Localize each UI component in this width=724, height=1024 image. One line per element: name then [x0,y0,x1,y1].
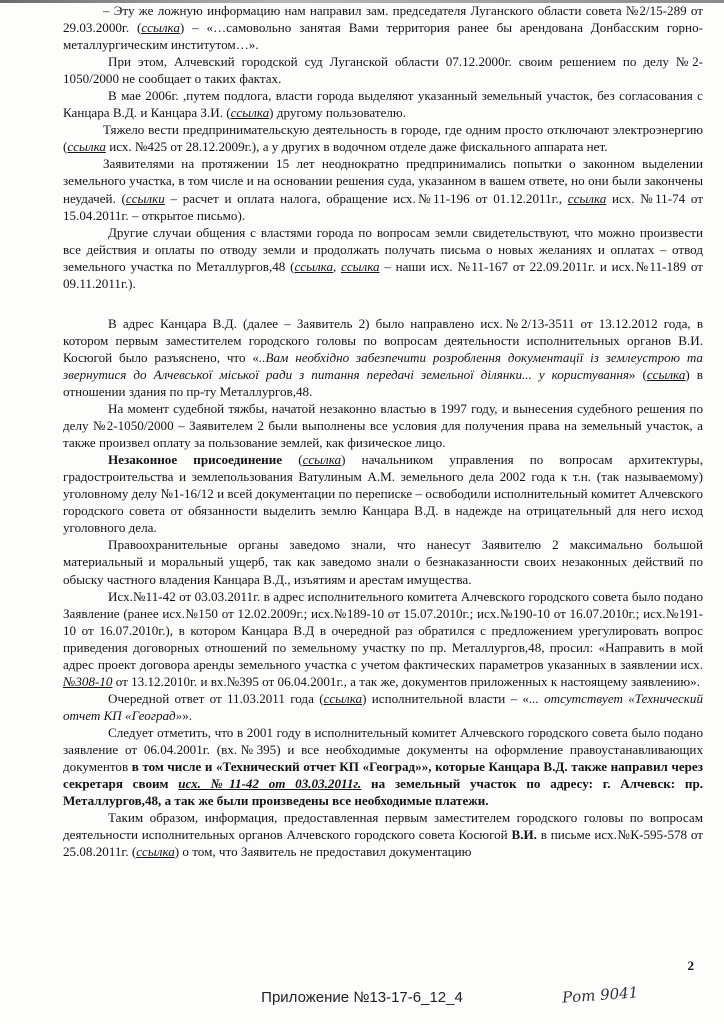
reference-link[interactable]: ссылка [567,190,607,206]
paragraph [63,87,703,121]
paragraph [63,690,703,724]
reference-link[interactable]: ссылка [230,105,270,121]
paragraph [63,121,703,155]
reference-link[interactable]: ссылка [302,452,342,468]
italic-quote: ..Вам необхідно забезпечити розроблення документації із землеустрою та звернутися до Алчевської міської ради з питання передачі земельної ділянки... у користування [63,349,703,382]
text-run: Очередной ответ от 11.03.2011 года ( [108,690,324,706]
footer-caption: Приложение №13-17-6_12_4 [261,989,463,1006]
text-run: исх. №425 от 28.12.2009г.), а у других в водочном отделе даже фискального аппарата нет. [105,139,608,155]
bold-text: Незаконное присоединение [108,452,283,468]
reference-link[interactable]: ссылки [125,190,165,206]
paragraph [63,224,703,292]
text-run: ( [282,452,303,468]
text-run: Тяжело вести предпринимательскую деятельность в городе, где одним просто отключают электроэнергию ( [63,122,703,155]
text-run: Заявителями на протяжении 15 лет неоднократно предпринимались попытки о законном выделении земельного участка, в том числе и на основании решения суда, указанном в вашем ответе, но они были закончены неудачей. ( [63,156,703,206]
reference-link[interactable]: №308-10 [63,673,113,689]
text-run: исх. №11-74 от 15.04.2011г. – открытое письмо). [63,190,703,223]
text-run: Таким образом, информация, предоставленная первым заместителем городского головы по вопросам деятельности исполнительных органов Алчевского городского совета Косюгой [63,810,703,843]
reference-link[interactable]: ссылка [323,690,363,706]
text-run: В адрес Канцара В.Д. (далее – Заявитель 2) было направлено исх.№2/13-3511 от 13.12.2012 года, в котором первым заместителем городского головы по вопросам деятельности исполнительных органов В.И. Косюгой было разъяснено, что « [63,315,703,365]
text-run: ) начальником управления по вопросам архитектуры, градостроительства и землепользования Ватулиным А.М. земельного дела 2002 года к т.н. (так называемому) уголовному делу №1-16/12 и всей документации по переписке – освободили исполнительный комитет Алчевского городского совета от обязанности выделить землю Канцара В.Д. в надежде на отрицательный для него исход уголовного дела. [63,452,703,536]
paragraph [63,588,703,690]
text-run: ) другому пользователю. [269,105,406,121]
reference-link[interactable]: ссылка [341,258,380,274]
italic-quote: ... отсутствует «Технический отчет КП «Геоград» [63,690,704,723]
document-body [63,2,703,860]
reference-link[interactable]: ссылка [67,139,106,155]
handwritten-note: Рот 9041 [561,983,639,1007]
text-run: Правоохранительные органы заведомо знали, что нанесут Заявителю 2 максимально большой материальный и моральный ущерб, так как заведомо знали о безнаказанности своих незаконных действий по обыску частного владения Канцара В.Д., изъятиям и арестам имущества. [63,537,703,587]
paragraph [63,53,703,87]
text-run: ) в отношении здания по пр-ту Металлургов,48. [63,366,703,399]
text-run: в письме исх.№К-595-578 от 25.08.2011г. ( [63,827,703,860]
text-run: , [333,258,342,274]
paragraph [63,400,703,451]
reference-link[interactable]: ссылка [136,844,175,860]
paragraph [63,809,703,860]
text-run: Следует отметить, что в 2001 году в исполнительный комитет Алчевского городского совета было подано заявление от 06.04.2001г. (вх.№395) и все необходимые документы на оформление правоустанавливающих документов [63,724,703,775]
page-number: 2 [687,958,694,973]
text-run: При этом, Алчевский городской суд Луганской области 07.12.2000г. своим решением по делу №2-1050/2000 не сообщает о таких фактах. [63,54,703,87]
text-run: ) о том, что Заявитель не предоставил документацию [174,844,472,860]
text-run: от 13.12.2010г. и вх.№395 от 06.04.2001г., а так же, документов приложенных к настоящему заявлению». [112,673,700,689]
text-run: В мае 2006г. ,путем подлога, власти города выделяют указанный земельный участок, без согласования с Канцара В.Д. и Канцара З.И. ( [63,88,703,121]
paragraph [63,451,703,536]
text-run: – расчет и оплата налога, обращение исх.№11-196 от 01.12.2011г., [164,190,568,206]
bold-text: в том числе и «Технический отчет КП «Геоград»», которые Канцара В.Д. также направил через секретаря своим [63,759,703,792]
paragraph [63,724,703,809]
paragraph [63,2,703,53]
bold-text: на земельный участок по адресу: г. Алчевск: пр. Металлургов,48, а так же были произведены все необходимые платежи. [63,776,704,809]
text-run: – наши исх. №11-167 от 22.09.2011г. и исх.№11-189 от 09.11.2011г.). [63,258,703,291]
text-run: Исх.№11-42 от 03.03.2011г. в адрес исполнительного комитета Алчевского городского совета было подано Заявление (ранее исх.№150 от 12.02.2009г.; исх.№189-10 от 15.07.2010г.; исх.№190-10 от 16.07.2010г.; исх.№191-10 от 16.07.2010г.), в котором Канцара В.Д в очередной раз обратился с предложением урегулировать вопрос приведения договорных отношений по земельному участку по пр. Металлургов,48, просил: «Направить в мой адрес проект договора аренды земельного участка с учетом фактических параметров указанных в заявлении исх. [63,588,703,672]
text-run: ) – «…самовольно занятая Вами территория ранее бы арендована Донбасским горно-металлургическим институтом…». [63,20,703,53]
text-run: » ( [628,366,647,382]
text-run: ». [182,707,193,723]
reference-link[interactable]: исх. №11-42 от 03.03.2011г. [178,776,362,792]
paragraph [63,536,703,587]
reference-link[interactable]: ссылка [646,366,686,382]
text-run: ) исполнительной власти – « [362,690,529,706]
text-run: Другие случаи общения с властями города по вопросам земли свидетельствуют, что можно произвести все действия и оплаты по отводу земли и продолжать получать письма о новых желаниях и оплатах – отвод земельного участка по Металлургов,48 ( [63,224,703,274]
paragraph [63,315,703,400]
paragraph [63,155,703,223]
bold-text: В.И. [511,827,537,843]
text-run: На момент судебной тяжбы, начатой незаконно властью в 1997 году, и вынесения судебного решения по делу №2-1050/2000 – Заявителем 2 были выполнены все условия для получения права на земельный участок, а также произвел оплату за пользование землей, как физическое лицо. [63,401,703,451]
text-run: – Эту же ложную информацию нам направил зам. председателя Луганского области совета №2/15-289 от 29.03.2000г. ( [63,3,703,36]
section-gap [63,292,703,315]
reference-link[interactable]: ссылка [141,20,180,36]
reference-link[interactable]: ссылка [294,258,333,274]
